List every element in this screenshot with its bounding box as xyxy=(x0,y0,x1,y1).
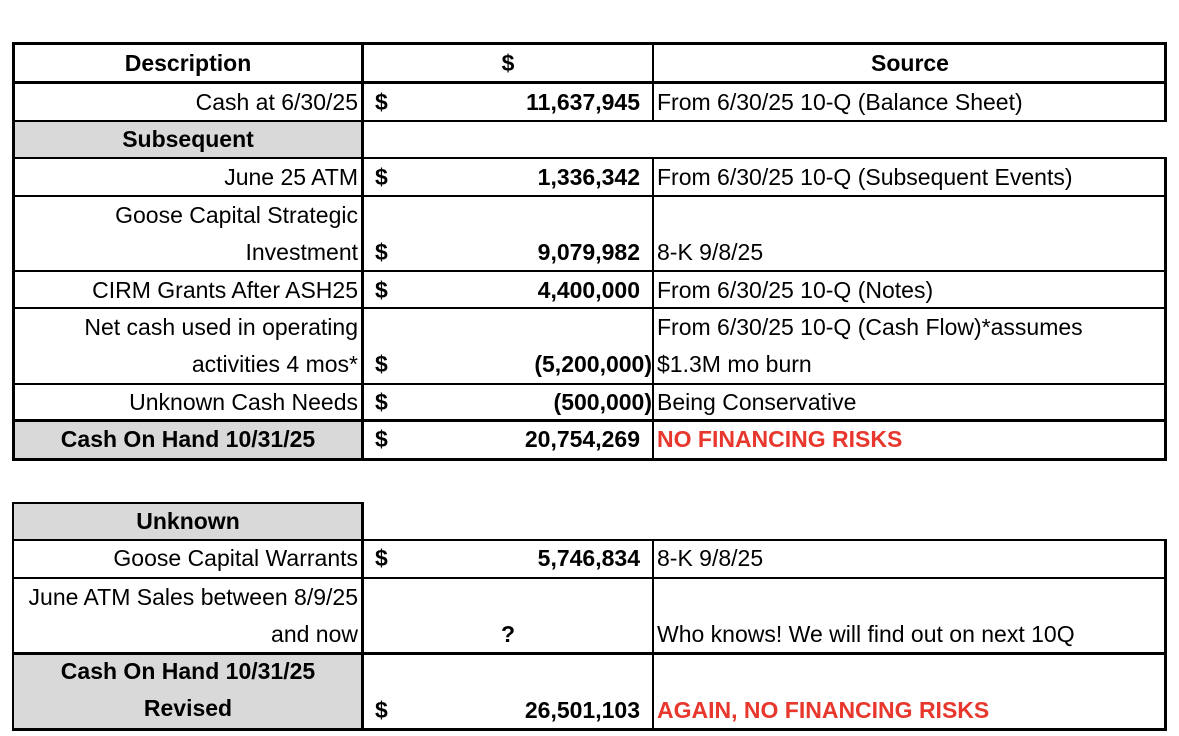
gridline xyxy=(652,539,654,731)
total-cash-amount[interactable]: 20,754,269 xyxy=(524,426,640,452)
row-warrants-amount[interactable]: 5,746,834 xyxy=(537,545,640,571)
gridline xyxy=(362,157,1166,159)
total-cash-note[interactable]: NO FINANCING RISKS xyxy=(657,426,903,452)
gridline xyxy=(14,383,1166,385)
gridline xyxy=(14,120,1166,122)
gridline xyxy=(652,42,654,122)
section-subsequent[interactable]: Subsequent xyxy=(122,126,254,152)
row-atm-sales-source[interactable]: Who knows! We will find out on next 10Q xyxy=(657,621,1075,647)
section-unknown[interactable]: Unknown xyxy=(136,508,240,534)
gridline xyxy=(12,652,1167,655)
gridline xyxy=(12,502,14,731)
row-cirm-currency: $ xyxy=(375,277,388,303)
total-revised-desc-line1[interactable]: Cash On Hand 10/31/25 xyxy=(60,658,316,684)
gridline xyxy=(14,195,1166,197)
total-revised-note[interactable]: AGAIN, NO FINANCING RISKS xyxy=(657,697,990,723)
row-netcash-amount[interactable]: (5,200,000) xyxy=(534,351,652,377)
row-goose-desc-line1[interactable]: Goose Capital Strategic xyxy=(115,202,358,228)
row-cirm-desc[interactable]: CIRM Grants After ASH25 xyxy=(92,277,358,303)
row-netcash-source-line2[interactable]: $1.3M mo burn xyxy=(657,351,812,377)
row-netcash-source-line1[interactable]: From 6/30/25 10-Q (Cash Flow)*assumes xyxy=(657,314,1083,340)
row-warrants-currency: $ xyxy=(375,545,388,571)
row-netcash-currency: $ xyxy=(375,351,388,377)
row-goose-amount[interactable]: 9,079,982 xyxy=(537,239,640,265)
row-cirm-amount[interactable]: 4,400,000 xyxy=(537,277,640,303)
row-goose-source[interactable]: 8-K 9/8/25 xyxy=(657,239,764,265)
gridline xyxy=(14,502,362,504)
gridline xyxy=(361,502,364,731)
row-atm-currency: $ xyxy=(375,164,388,190)
gridline xyxy=(14,307,1166,309)
row-cirm-source[interactable]: From 6/30/25 10-Q (Notes) xyxy=(657,277,934,303)
row-atm-sales-amount[interactable]: ? xyxy=(500,621,516,647)
total-cash-currency: $ xyxy=(375,426,388,452)
gridline xyxy=(1164,157,1167,461)
row-unknown-needs-source[interactable]: Being Conservative xyxy=(657,389,857,415)
gridline xyxy=(1164,539,1167,731)
row-unknown-needs-amount[interactable]: (500,000) xyxy=(553,389,652,415)
row-cash-source[interactable]: From 6/30/25 10-Q (Balance Sheet) xyxy=(657,89,1023,115)
gridline xyxy=(14,539,1166,541)
row-warrants-desc[interactable]: Goose Capital Warrants xyxy=(113,545,358,571)
gridline xyxy=(1164,42,1167,122)
row-goose-currency: $ xyxy=(375,239,388,265)
gridline xyxy=(361,42,364,461)
gridline xyxy=(14,577,1166,579)
row-atm-source[interactable]: From 6/30/25 10-Q (Subsequent Events) xyxy=(657,164,1073,190)
gridline xyxy=(14,157,362,159)
total-revised-amount[interactable]: 26,501,103 xyxy=(524,697,640,723)
row-goose-desc-line2[interactable]: Investment xyxy=(245,239,358,265)
row-atm-sales-desc-line1[interactable]: June ATM Sales between 8/9/25 xyxy=(28,584,358,610)
row-cash-desc[interactable]: Cash at 6/30/25 xyxy=(195,89,358,115)
header-description[interactable]: Description xyxy=(124,50,252,76)
row-cash-amount[interactable]: 11,637,945 xyxy=(526,89,640,115)
gridline xyxy=(12,728,1167,731)
row-atm-desc[interactable]: June 25 ATM xyxy=(224,164,358,190)
row-unknown-needs-currency: $ xyxy=(375,389,388,415)
row-netcash-desc-line2[interactable]: activities 4 mos* xyxy=(191,351,358,377)
header-source[interactable]: Source xyxy=(871,50,949,76)
header-amount[interactable]: $ xyxy=(501,50,515,76)
gridline xyxy=(14,270,1166,272)
row-unknown-needs-desc[interactable]: Unknown Cash Needs xyxy=(129,389,358,415)
row-atm-amount[interactable]: 1,336,342 xyxy=(537,164,640,190)
gridline xyxy=(12,42,15,461)
row-cash-currency: $ xyxy=(375,89,388,115)
gridline xyxy=(12,42,1167,45)
row-warrants-source[interactable]: 8-K 9/8/25 xyxy=(657,545,764,571)
gridline xyxy=(12,458,1167,461)
total-revised-currency: $ xyxy=(375,697,388,723)
total-cash-desc[interactable]: Cash On Hand 10/31/25 xyxy=(60,426,316,452)
gridline xyxy=(12,419,1167,422)
total-revised-desc-line2[interactable]: Revised xyxy=(143,695,233,721)
row-atm-sales-desc-line2[interactable]: and now xyxy=(271,621,358,647)
gridline xyxy=(652,157,654,461)
row-netcash-desc-line1[interactable]: Net cash used in operating xyxy=(84,314,358,340)
gridline xyxy=(12,81,1167,84)
